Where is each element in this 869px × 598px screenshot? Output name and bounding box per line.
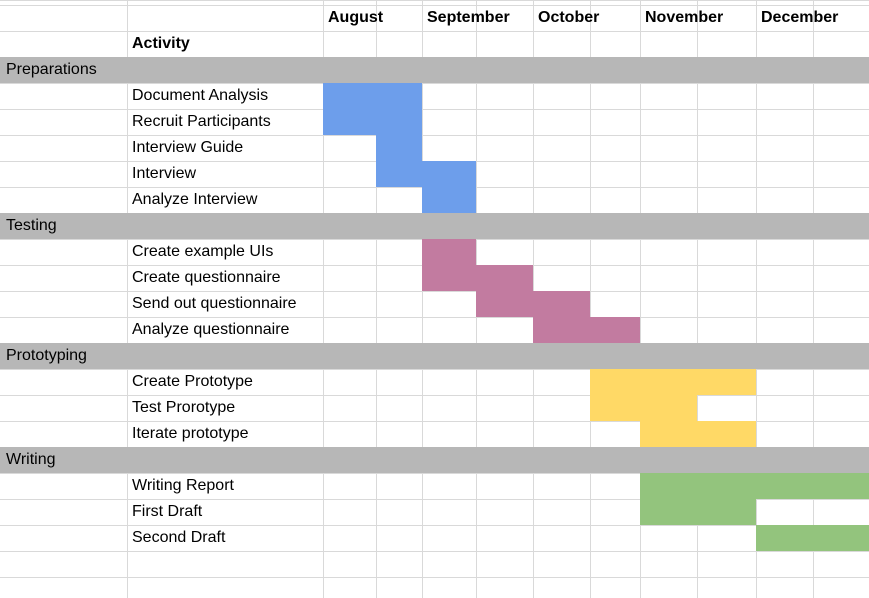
section-title: Writing bbox=[6, 451, 56, 468]
section-title: Preparations bbox=[6, 61, 97, 78]
gridline-horizontal bbox=[0, 0, 869, 1]
task-name: Test Prorotype bbox=[132, 399, 236, 416]
gantt-bar bbox=[590, 395, 697, 421]
task-name: Create questionnaire bbox=[132, 269, 281, 286]
task-name: Recruit Participants bbox=[132, 113, 271, 130]
section-title: Prototyping bbox=[6, 347, 87, 364]
task-name: Interview bbox=[132, 165, 197, 182]
task-name: Create example UIs bbox=[132, 243, 274, 260]
gantt-bar bbox=[376, 135, 422, 161]
gridline-vertical bbox=[590, 0, 591, 598]
section-band-prototyping bbox=[0, 343, 869, 369]
month-header: September bbox=[427, 9, 510, 26]
gridline-horizontal bbox=[0, 317, 869, 318]
gridline-horizontal bbox=[0, 525, 869, 526]
task-name: Second Draft bbox=[132, 529, 226, 546]
gantt-bar bbox=[323, 83, 422, 109]
gridline-horizontal bbox=[0, 135, 869, 136]
gantt-bar bbox=[533, 317, 640, 343]
section-band-testing bbox=[0, 213, 869, 239]
task-name: Iterate prototype bbox=[132, 425, 249, 442]
gridline-vertical bbox=[813, 0, 814, 598]
gantt-bar bbox=[640, 499, 756, 525]
gridline-horizontal bbox=[0, 109, 869, 110]
gridline-vertical bbox=[127, 0, 128, 598]
gridline-vertical bbox=[756, 0, 757, 598]
activity-column-header: Activity bbox=[132, 35, 190, 52]
section-title: Testing bbox=[6, 217, 57, 234]
gantt-bar bbox=[756, 525, 869, 551]
task-name: Writing Report bbox=[132, 477, 234, 494]
gridline-horizontal bbox=[0, 31, 869, 32]
task-name: Interview Guide bbox=[132, 139, 244, 156]
gantt-bar bbox=[640, 473, 869, 499]
section-band-writing bbox=[0, 447, 869, 473]
month-header: November bbox=[645, 9, 724, 26]
gridline-vertical bbox=[422, 0, 423, 598]
gantt-bar bbox=[422, 187, 476, 213]
gridline-horizontal bbox=[0, 551, 869, 552]
month-header: December bbox=[761, 9, 839, 26]
task-name: Create Prototype bbox=[132, 373, 253, 390]
task-name: Document Analysis bbox=[132, 87, 269, 104]
gantt-bar bbox=[640, 421, 756, 447]
gridline-horizontal bbox=[0, 395, 869, 396]
task-name: Analyze Interview bbox=[132, 191, 258, 208]
gridline-horizontal bbox=[0, 83, 869, 84]
month-header: August bbox=[328, 9, 384, 26]
gridline-horizontal bbox=[0, 291, 869, 292]
gantt-bar bbox=[476, 291, 590, 317]
gantt-bar bbox=[590, 369, 756, 395]
gridline-horizontal bbox=[0, 577, 869, 578]
task-name: Send out questionnaire bbox=[132, 295, 297, 312]
month-header: October bbox=[538, 9, 600, 26]
task-name: First Draft bbox=[132, 503, 203, 520]
gantt-bar bbox=[323, 109, 422, 135]
task-name: Analyze questionnaire bbox=[132, 321, 290, 338]
section-band-preparations bbox=[0, 57, 869, 83]
gantt-bar bbox=[422, 239, 476, 265]
gantt-bar bbox=[376, 161, 476, 187]
gantt-bar bbox=[422, 265, 533, 291]
